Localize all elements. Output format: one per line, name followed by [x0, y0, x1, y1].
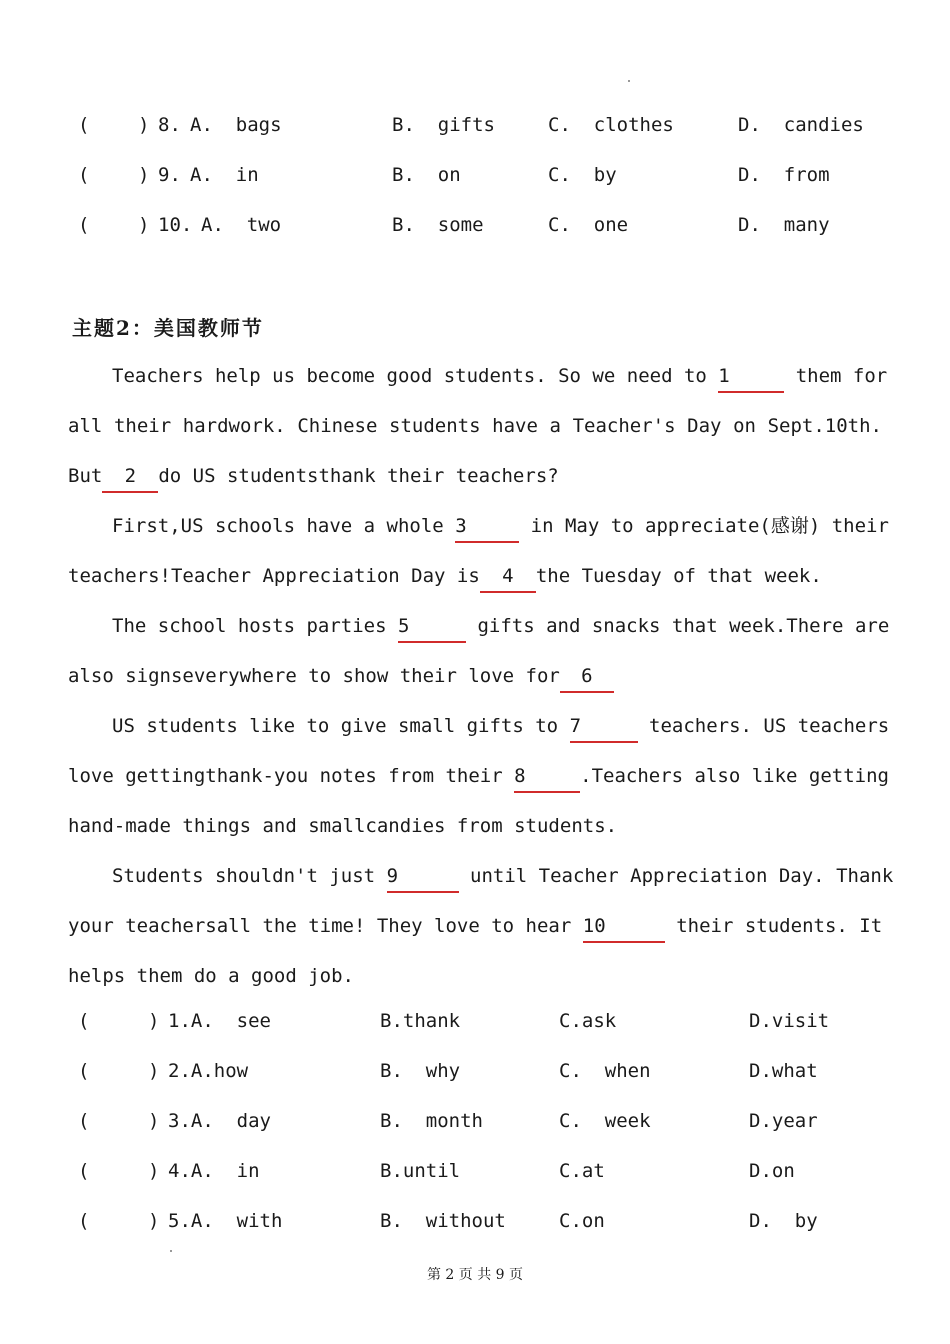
passage-line: But 2 do US studentsthank their teachers? [68, 451, 882, 501]
paren-open: ( [78, 1110, 90, 1132]
passage-line: your teachersall the time! They love to hear 10 their students. It [68, 901, 882, 951]
paren-open: ( [78, 1060, 90, 1082]
answer-blank: 10 [583, 911, 665, 943]
question-row [0, 214, 950, 244]
option-d: D. by [749, 1210, 818, 1232]
question-number: 2.A.how [168, 1060, 249, 1082]
option-b: B.thank [380, 1010, 461, 1032]
question-row [0, 1210, 950, 1240]
option-d: D.visit [749, 1010, 830, 1032]
paren-open: ( [78, 1160, 90, 1182]
option-b: B.until [380, 1160, 461, 1182]
option-a: A. two [201, 214, 282, 236]
paren-close: ) [148, 1160, 160, 1182]
paren-open: ( [78, 1010, 90, 1032]
option-a: A. in [190, 164, 259, 186]
passage [68, 351, 894, 1001]
paren-open: ( [78, 164, 90, 186]
answer-blank: 4 [480, 561, 536, 593]
passage-line: hand-made things and smallcandies from students. [68, 815, 618, 837]
paren-open: ( [78, 214, 90, 236]
question-number: 5.A. with [168, 1210, 283, 1232]
paren-close: ) [148, 1060, 160, 1082]
answer-blank: 9 [387, 861, 459, 893]
page-speck [628, 80, 630, 82]
question-row [0, 114, 950, 144]
paren-open: ( [78, 114, 90, 136]
page-footer: 第 2 页 共 9 页 [426, 1267, 524, 1283]
paren-close: ) [148, 1210, 160, 1232]
option-b: B. why [380, 1060, 461, 1082]
question-number: 9. [158, 164, 181, 186]
answer-blank: 7 [570, 711, 638, 743]
question-row [0, 1110, 950, 1140]
option-d: D.what [749, 1060, 818, 1082]
paren-close: ) [148, 1010, 160, 1032]
page-speck [170, 1250, 172, 1252]
passage-line: Students shouldn't just 9 until Teacher Appreciation Day. Thank [68, 851, 882, 901]
option-c: C. by [548, 164, 617, 186]
option-d: D. from [738, 164, 830, 186]
passage-line: all their hardwork. Chinese students have a Teacher's Day on Sept.10th. [68, 415, 882, 437]
passage-line: Teachers help us become good students. So we need to 1 them for [68, 351, 882, 401]
option-d: D.on [749, 1160, 795, 1182]
question-row [0, 164, 950, 194]
passage-line: also signseverywhere to show their love for 6 [68, 651, 882, 701]
option-c: C.ask [559, 1010, 617, 1032]
option-b: B. on [392, 164, 461, 186]
question-number: 10. [158, 214, 193, 236]
option-b: B. gifts [392, 114, 495, 136]
question-row [0, 1010, 950, 1040]
answer-blank: 2 [102, 461, 158, 493]
passage-line: love gettingthank-you notes from their 8 .Teachers also like getting [68, 751, 882, 801]
option-c: C.on [559, 1210, 605, 1232]
question-row [0, 1060, 950, 1090]
option-d: D. candies [738, 114, 864, 136]
question-number: 8. [158, 114, 181, 136]
answer-blank: 6 [560, 661, 614, 693]
option-c: C. when [559, 1060, 651, 1082]
paren-close: ) [138, 114, 150, 136]
option-d: D.year [749, 1110, 818, 1132]
section-title: 主题2：美国教师节 [72, 316, 264, 340]
question-number: 1.A. see [168, 1010, 271, 1032]
paren-close: ) [138, 214, 150, 236]
answer-blank: 8 [514, 761, 580, 793]
passage-line: US students like to give small gifts to 7 teachers. US teachers [68, 701, 882, 751]
paren-open: ( [78, 1210, 90, 1232]
passage-line: The school hosts parties 5 gifts and snacks that week.There are [68, 601, 882, 651]
passage-line: First,US schools have a whole 3 in May to appreciate(感谢) their [68, 501, 882, 551]
passage-line: teachers!Teacher Appreciation Day is 4 the Tuesday of that week. [68, 551, 882, 601]
option-d: D. many [738, 214, 830, 236]
question-number: 4.A. in [168, 1160, 260, 1182]
option-b: B. month [380, 1110, 483, 1132]
paren-close: ) [148, 1110, 160, 1132]
option-b: B. some [392, 214, 484, 236]
option-c: C. clothes [548, 114, 674, 136]
answer-blank: 1 [718, 361, 784, 393]
passage-line: helps them do a good job. [68, 965, 354, 987]
answer-blank: 3 [455, 511, 519, 543]
option-c: C. one [548, 214, 629, 236]
question-number: 3.A. day [168, 1110, 271, 1132]
paren-close: ) [138, 164, 150, 186]
answer-blank: 5 [398, 611, 466, 643]
option-b: B. without [380, 1210, 506, 1232]
question-row [0, 1160, 950, 1190]
option-a: A. bags [190, 114, 282, 136]
option-c: C.at [559, 1160, 605, 1182]
option-c: C. week [559, 1110, 651, 1132]
